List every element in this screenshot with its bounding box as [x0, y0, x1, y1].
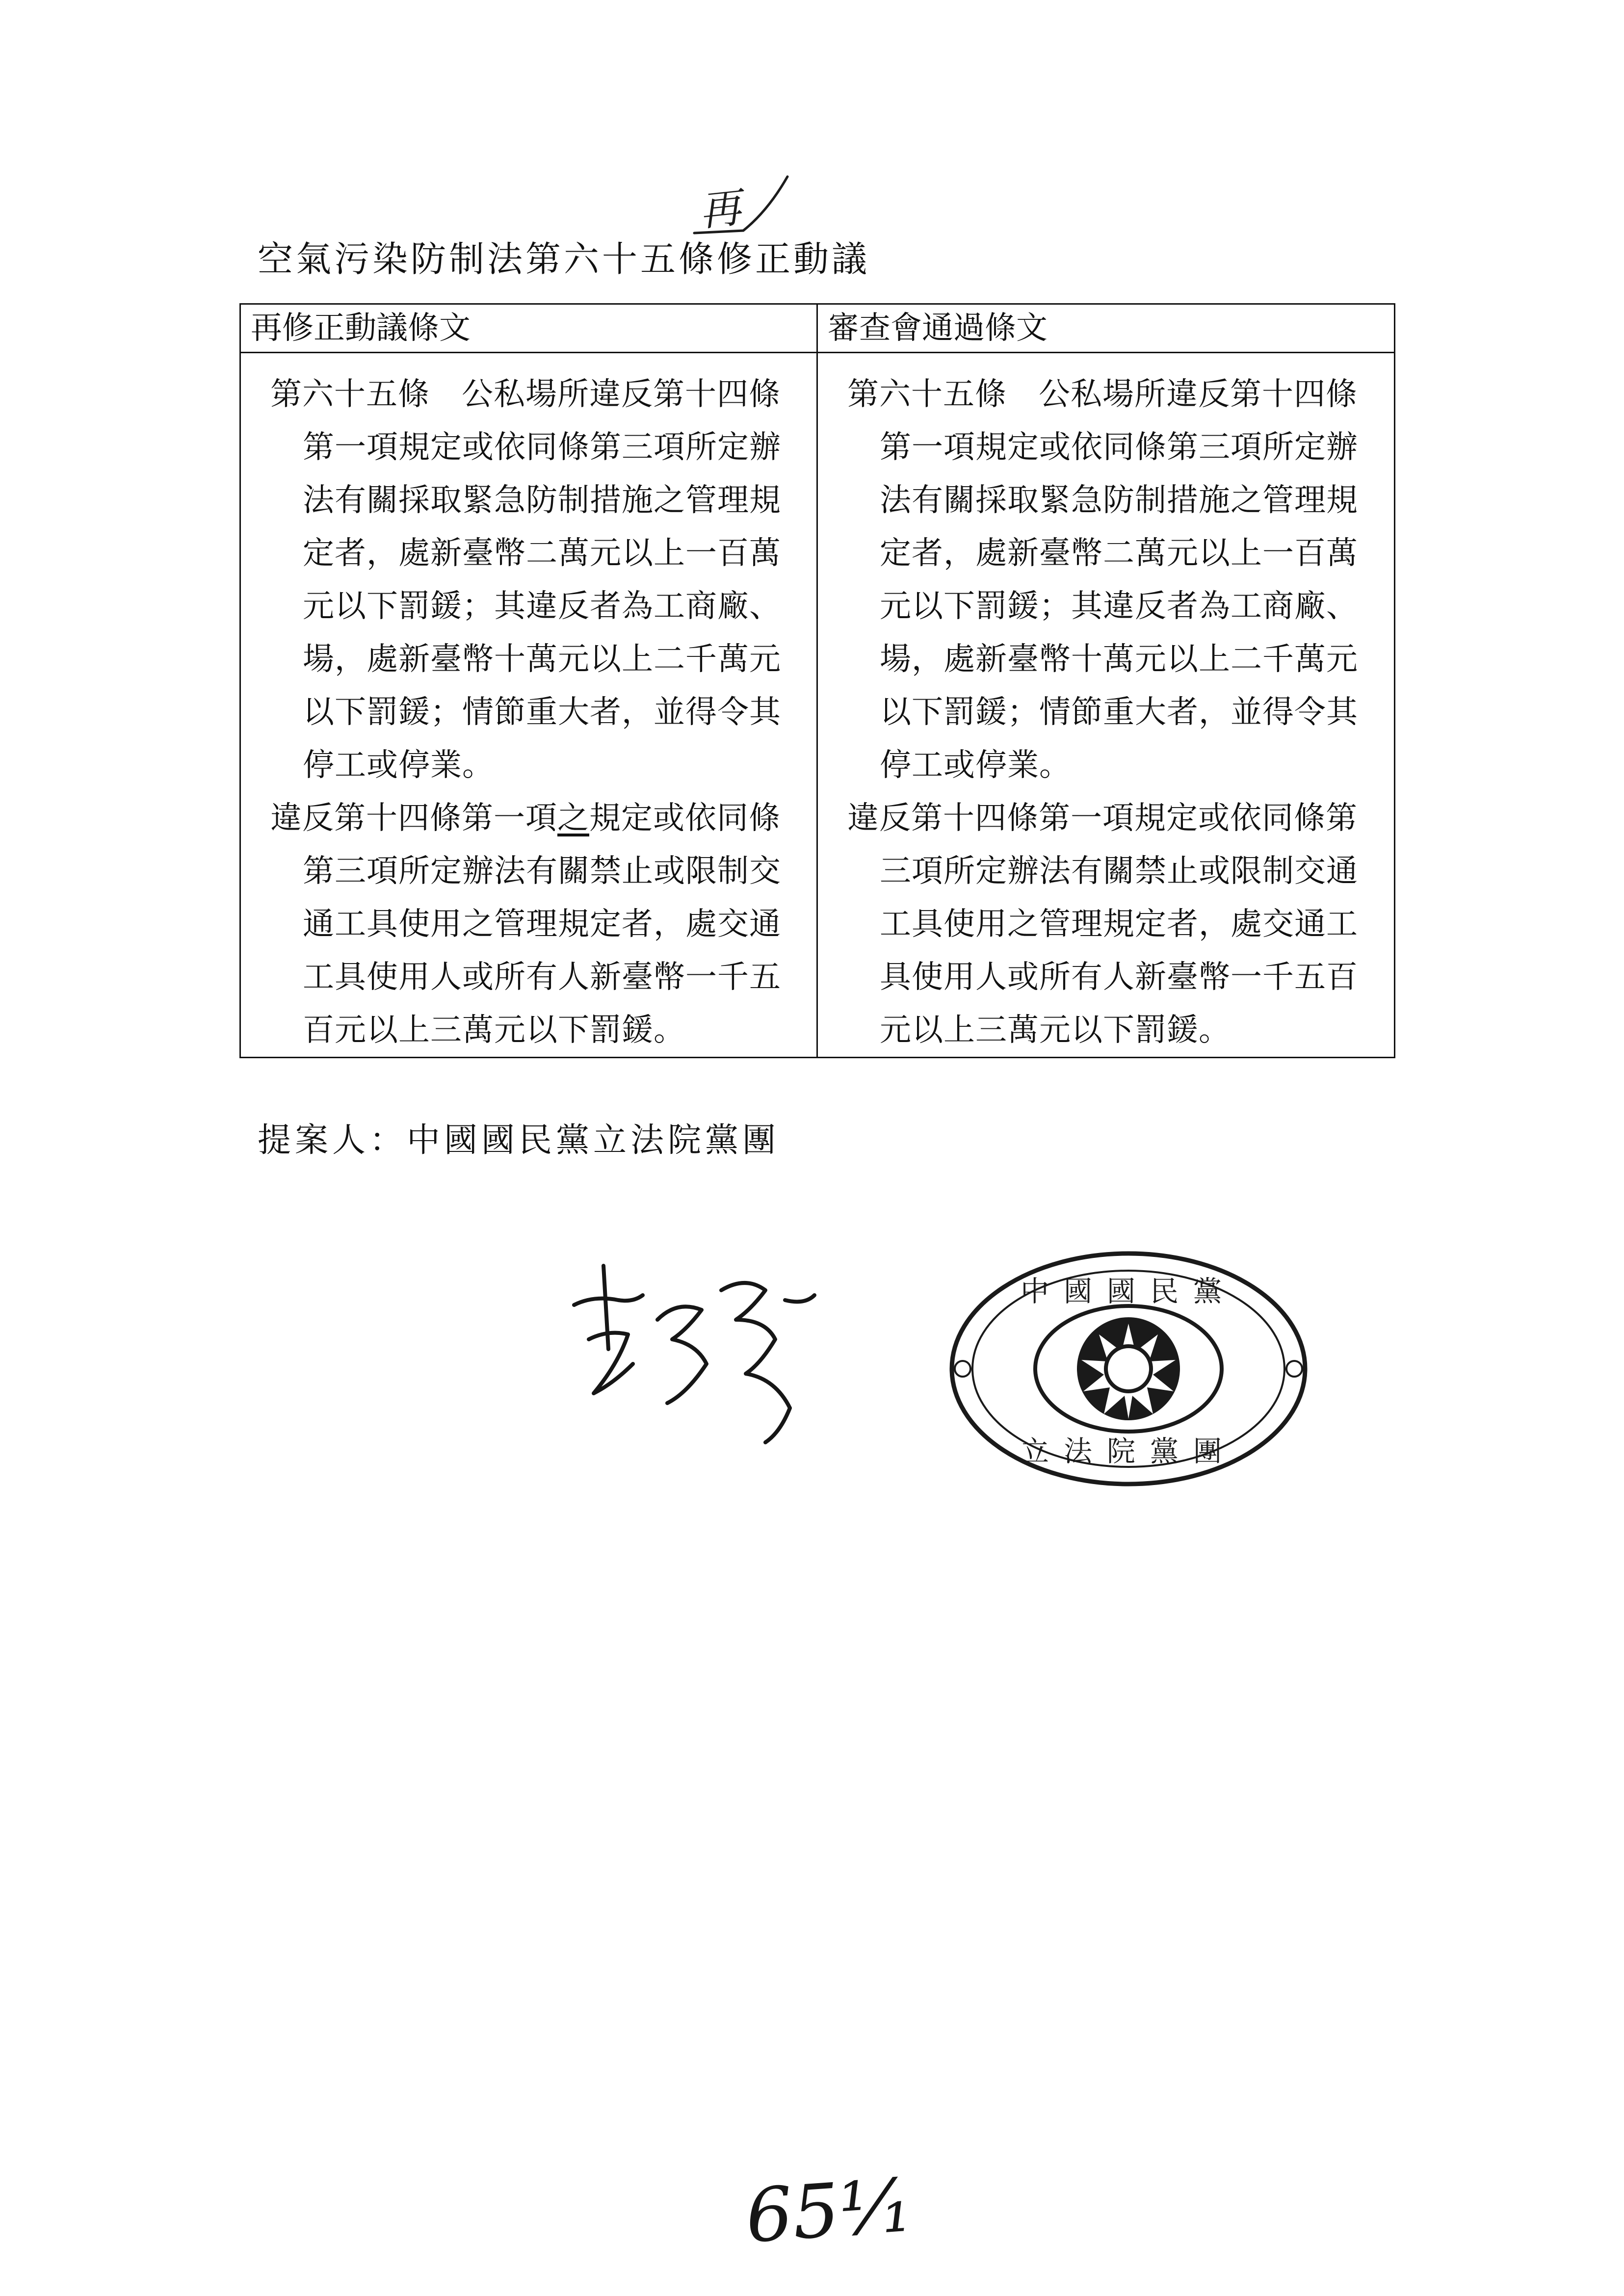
committee-version-cell [817, 353, 1395, 1058]
amended-article-label: 第六十五條 [270, 376, 430, 413]
committee-para-1 [847, 368, 1384, 792]
table-body-row [240, 353, 1395, 1058]
amended-para-1 [270, 368, 807, 792]
document-title: 空氣污染防制法第六十五條修正動議 [258, 238, 870, 280]
emblem-icon [1077, 1317, 1180, 1420]
amended-para-2-after: 規定或依同條第三項所定辦法有關禁止或限制交通工具使用之管理規定者，處交通工具使用人或所有人新臺幣一千五百元以上三萬元以下罰鍰。 [303, 800, 781, 1048]
committee-para-1-text: 公私場所違反第十四條第一項規定或依同條第三項所定辦法有關採取緊急防制措施之管理規定者，處新臺幣二萬元以上一百萬元以下罰鍰；其違反者為工商廠、場，處新臺幣十萬元以上二千萬元以下罰鍰；情節重大者，並得令其停工或停業。 [880, 376, 1358, 783]
header-committee-version: 審查會通過條文 [817, 304, 1395, 353]
signature-image [559, 1246, 834, 1452]
seal-top-text: 中國國民黨 [1020, 1275, 1237, 1308]
seal-bottom-text: 立法院黨團 [1020, 1435, 1237, 1468]
amended-para-1-text: 公私場所違反第十四條第一項規定或依同條第三項所定辦法有關採取緊急防制措施之管理規定者，處新臺幣二萬元以上一百萬元以下罰鍰；其違反者為工商廠、場，處新臺幣十萬元以上二千萬元以下罰鍰；情節重大者，並得令其停工或停業。 [303, 376, 781, 783]
amended-para-2-before: 違反第十四條第一項 [270, 800, 557, 836]
party-seal-stamp [947, 1246, 1310, 1491]
table-header-row [240, 304, 1395, 353]
comparison-table [239, 303, 1395, 1058]
handwritten-insertion-text: 再 [697, 183, 743, 236]
committee-para-2: 違反第十四條第一項規定或依同條第三項所定辦法有關禁止或限制交通工具使用之管理規定者，處交通工具使用人或所有人新臺幣一千五百元以上三萬元以下罰鍰。 [847, 800, 1358, 1048]
header-amended-motion: 再修正動議條文 [240, 304, 817, 353]
proposer-line: 提案人：中國國民黨立法院黨團 [258, 1121, 780, 1160]
page-number: 65¹⁄₁ [743, 2163, 914, 2260]
amended-inserted-word: 之 [557, 800, 589, 836]
amended-motion-cell [240, 353, 817, 1058]
committee-article-label: 第六十五條 [847, 376, 1007, 413]
amended-para-2 [270, 792, 807, 1057]
